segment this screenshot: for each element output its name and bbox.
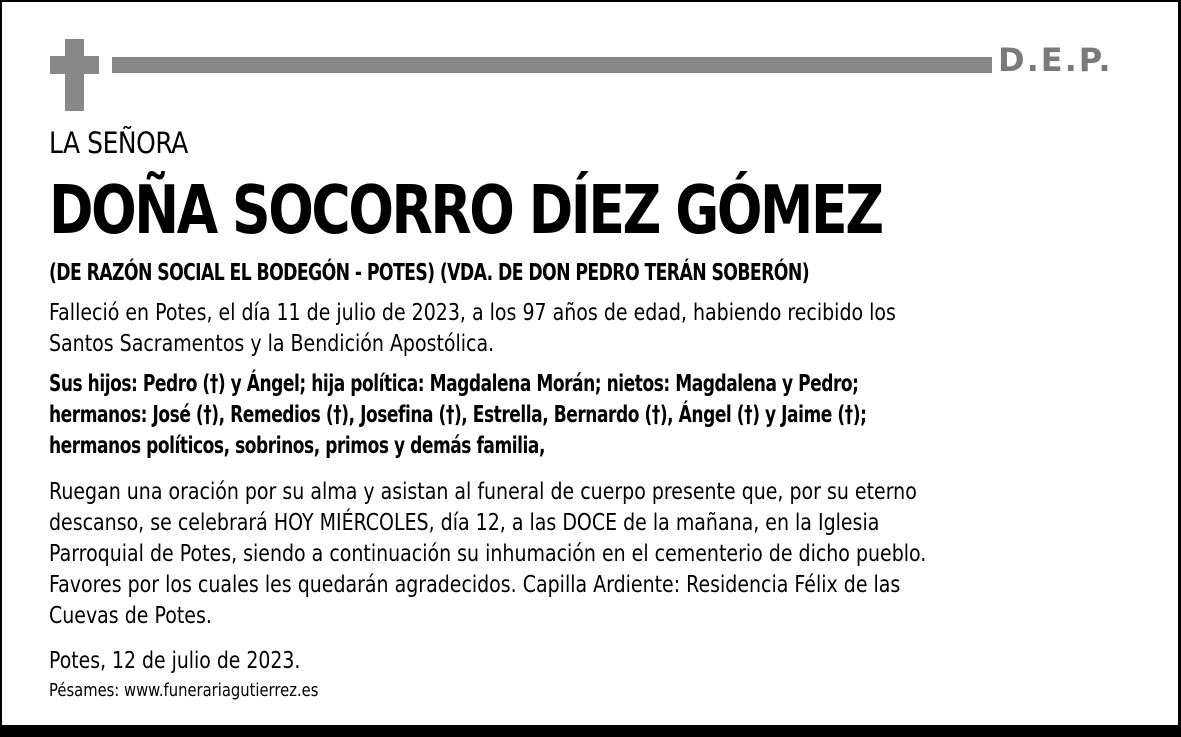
dep-label: D.E.P. [998,41,1113,79]
cross-icon-arm [50,56,99,74]
text-line: Falleció en Potes, el día 11 de julio de 2023, a los 97 años de edad, habiendo recibido los [49,300,896,326]
family-paragraph [49,369,866,462]
text-line: Cuevas de Potes. [49,603,212,629]
salutation: LA SEÑORA [49,126,188,160]
header-rule [112,57,992,73]
text-line: Santos Sacramentos y la Bendición Apostólica. [49,331,495,357]
condolences-link: Pésames: www.funerariagutierrez.es [49,680,319,701]
text-line: Sus hijos: Pedro (†) y Ángel; hija política: Magdalena Morán; nietos: Magdalena y Pedro; [49,371,859,397]
subtitle: (DE RAZÓN SOCIAL EL BODEGÓN - POTES) (VDA. DE DON PEDRO TERÁN SOBERÓN) [49,260,809,286]
text-line: hermanos políticos, sobrinos, primos y demás familia, [49,433,545,459]
funeral-paragraph [49,477,926,632]
deceased-name: DOÑA SOCORRO DÍEZ GÓMEZ [49,171,882,249]
text-line: descanso, se celebrará HOY MIÉRCOLES, día 12, a las DOCE de la mañana, en la Iglesia [49,510,880,536]
cross-icon [65,39,84,111]
text-line: Ruegan una oración por su alma y asistan al funeral de cuerpo presente que, por su eterno [49,479,917,505]
place-date: Potes, 12 de julio de 2023. [49,648,301,674]
obituary-notice [2,2,1179,725]
text-line: Favores por los cuales les quedarán agradecidos. Capilla Ardiente: Residencia Félix de las [49,572,901,598]
text-line: hermanos: José (†), Remedios (†), Josefina (†), Estrella, Bernardo (†), Ángel (†) y Jaime (†); [49,402,867,428]
death-paragraph [49,298,896,360]
text-line: Parroquial de Potes, siendo a continuación su inhumación en el cementerio de dicho pueblo. [49,541,927,567]
